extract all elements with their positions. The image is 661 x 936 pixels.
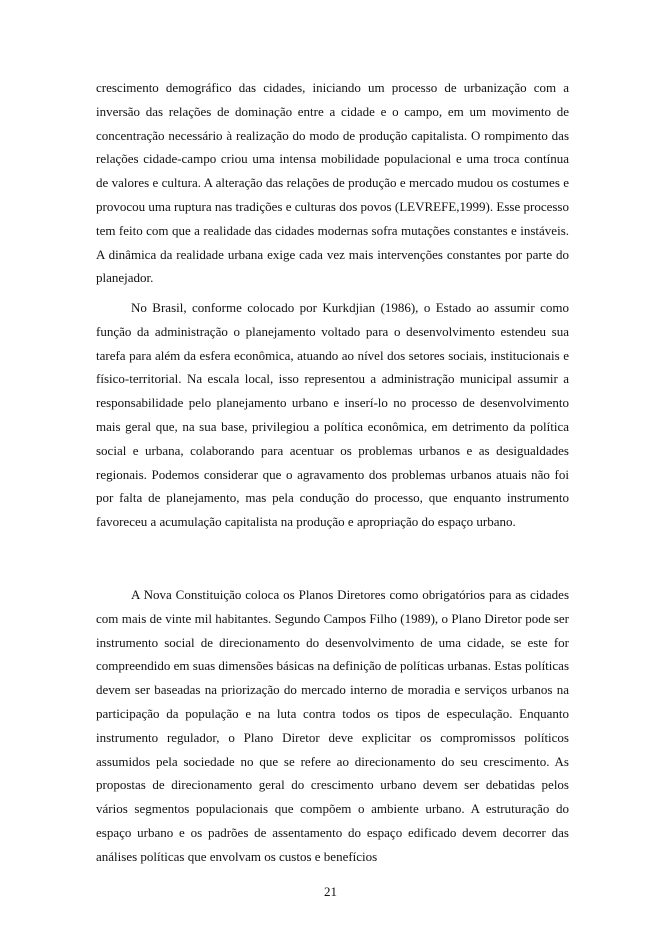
paragraph-brazil-planning: No Brasil, conforme colocado por Kurkdjian (1986), o Estado ao assumir como função da administração o planejamento voltado para o desenvolvimento estendeu sua tarefa para além da esfera econômica, atuando ao nível dos setores sociais, institucionais e físico-territorial. Na escala local, isso representou a administração municipal assumir a responsabilidade pelo planejamento urbano e inserí-lo no processo de desenvolvimento mais geral que, na sua base, privilegiou a política econômica, em detrimento da política social e urbana, colaborando para acentuar os problemas urbanos e as desigualdades regionais. Podemos considerar que o agravamento dos problemas urbanos atuais não foi por falta de planejamento, mas pela condução do processo, que enquanto instrumento favoreceu a acumulação capitalista na produção e apropriação do espaço urbano. <box>96 300 569 530</box>
paragraph-nova-constituicao: A Nova Constituição coloca os Planos Diretores como obrigatórios para as cidades com mais de vinte mil habitantes. Segundo Campos Filho (1989), o Plano Diretor pode ser instrumento social de direcionamento do desenvolvimento de uma cidade, se este for compreendido em suas dimensões básicas na definição de políticas urbanas. Estas políticas devem ser baseadas na priorização do mercado interno de moradia e serviços urbanos na participação da população e na luta contra todos os tipos de especulação. Enquanto instrumento regulador, o Plano Diretor deve explicitar os compromissos políticos assumidos pela sociedade no que se refere ao direcionamento do seu crescimento. As propostas de direcionamento geral do crescimento urbano devem ser debatidas pelos vários segmentos populacionais que compõem o ambiente urbano. A estruturação do espaço urbano e os padrões de assentamento do espaço edificado devem decorrer das análises políticas que envolvam os custos e benefícios <box>96 587 569 864</box>
paragraph-urban-growth: crescimento demográfico das cidades, iniciando um processo de urbanização com a inversão das relações de dominação entre a cidade e o campo, em um movimento de concentração necessário à realização do modo de produção capitalista. O rompimento das relações cidade-campo criou uma intensa mobilidade populacional e uma troca contínua de valores e cultura. A alteração das relações de produção e mercado mudou os costumes e provocou uma ruptura nas tradições e culturas dos povos (LEVREFE,1999). Esse processo tem feito com que a realidade das cidades modernas sofra mutações constantes e instáveis. A dinâmica da realidade urbana exige cada vez mais intervenções constantes por parte do planejador. <box>96 80 569 286</box>
body-text-column <box>96 76 569 290</box>
page-number: 21 <box>324 884 337 899</box>
body-text-column <box>96 583 569 869</box>
body-text-column <box>96 296 569 534</box>
